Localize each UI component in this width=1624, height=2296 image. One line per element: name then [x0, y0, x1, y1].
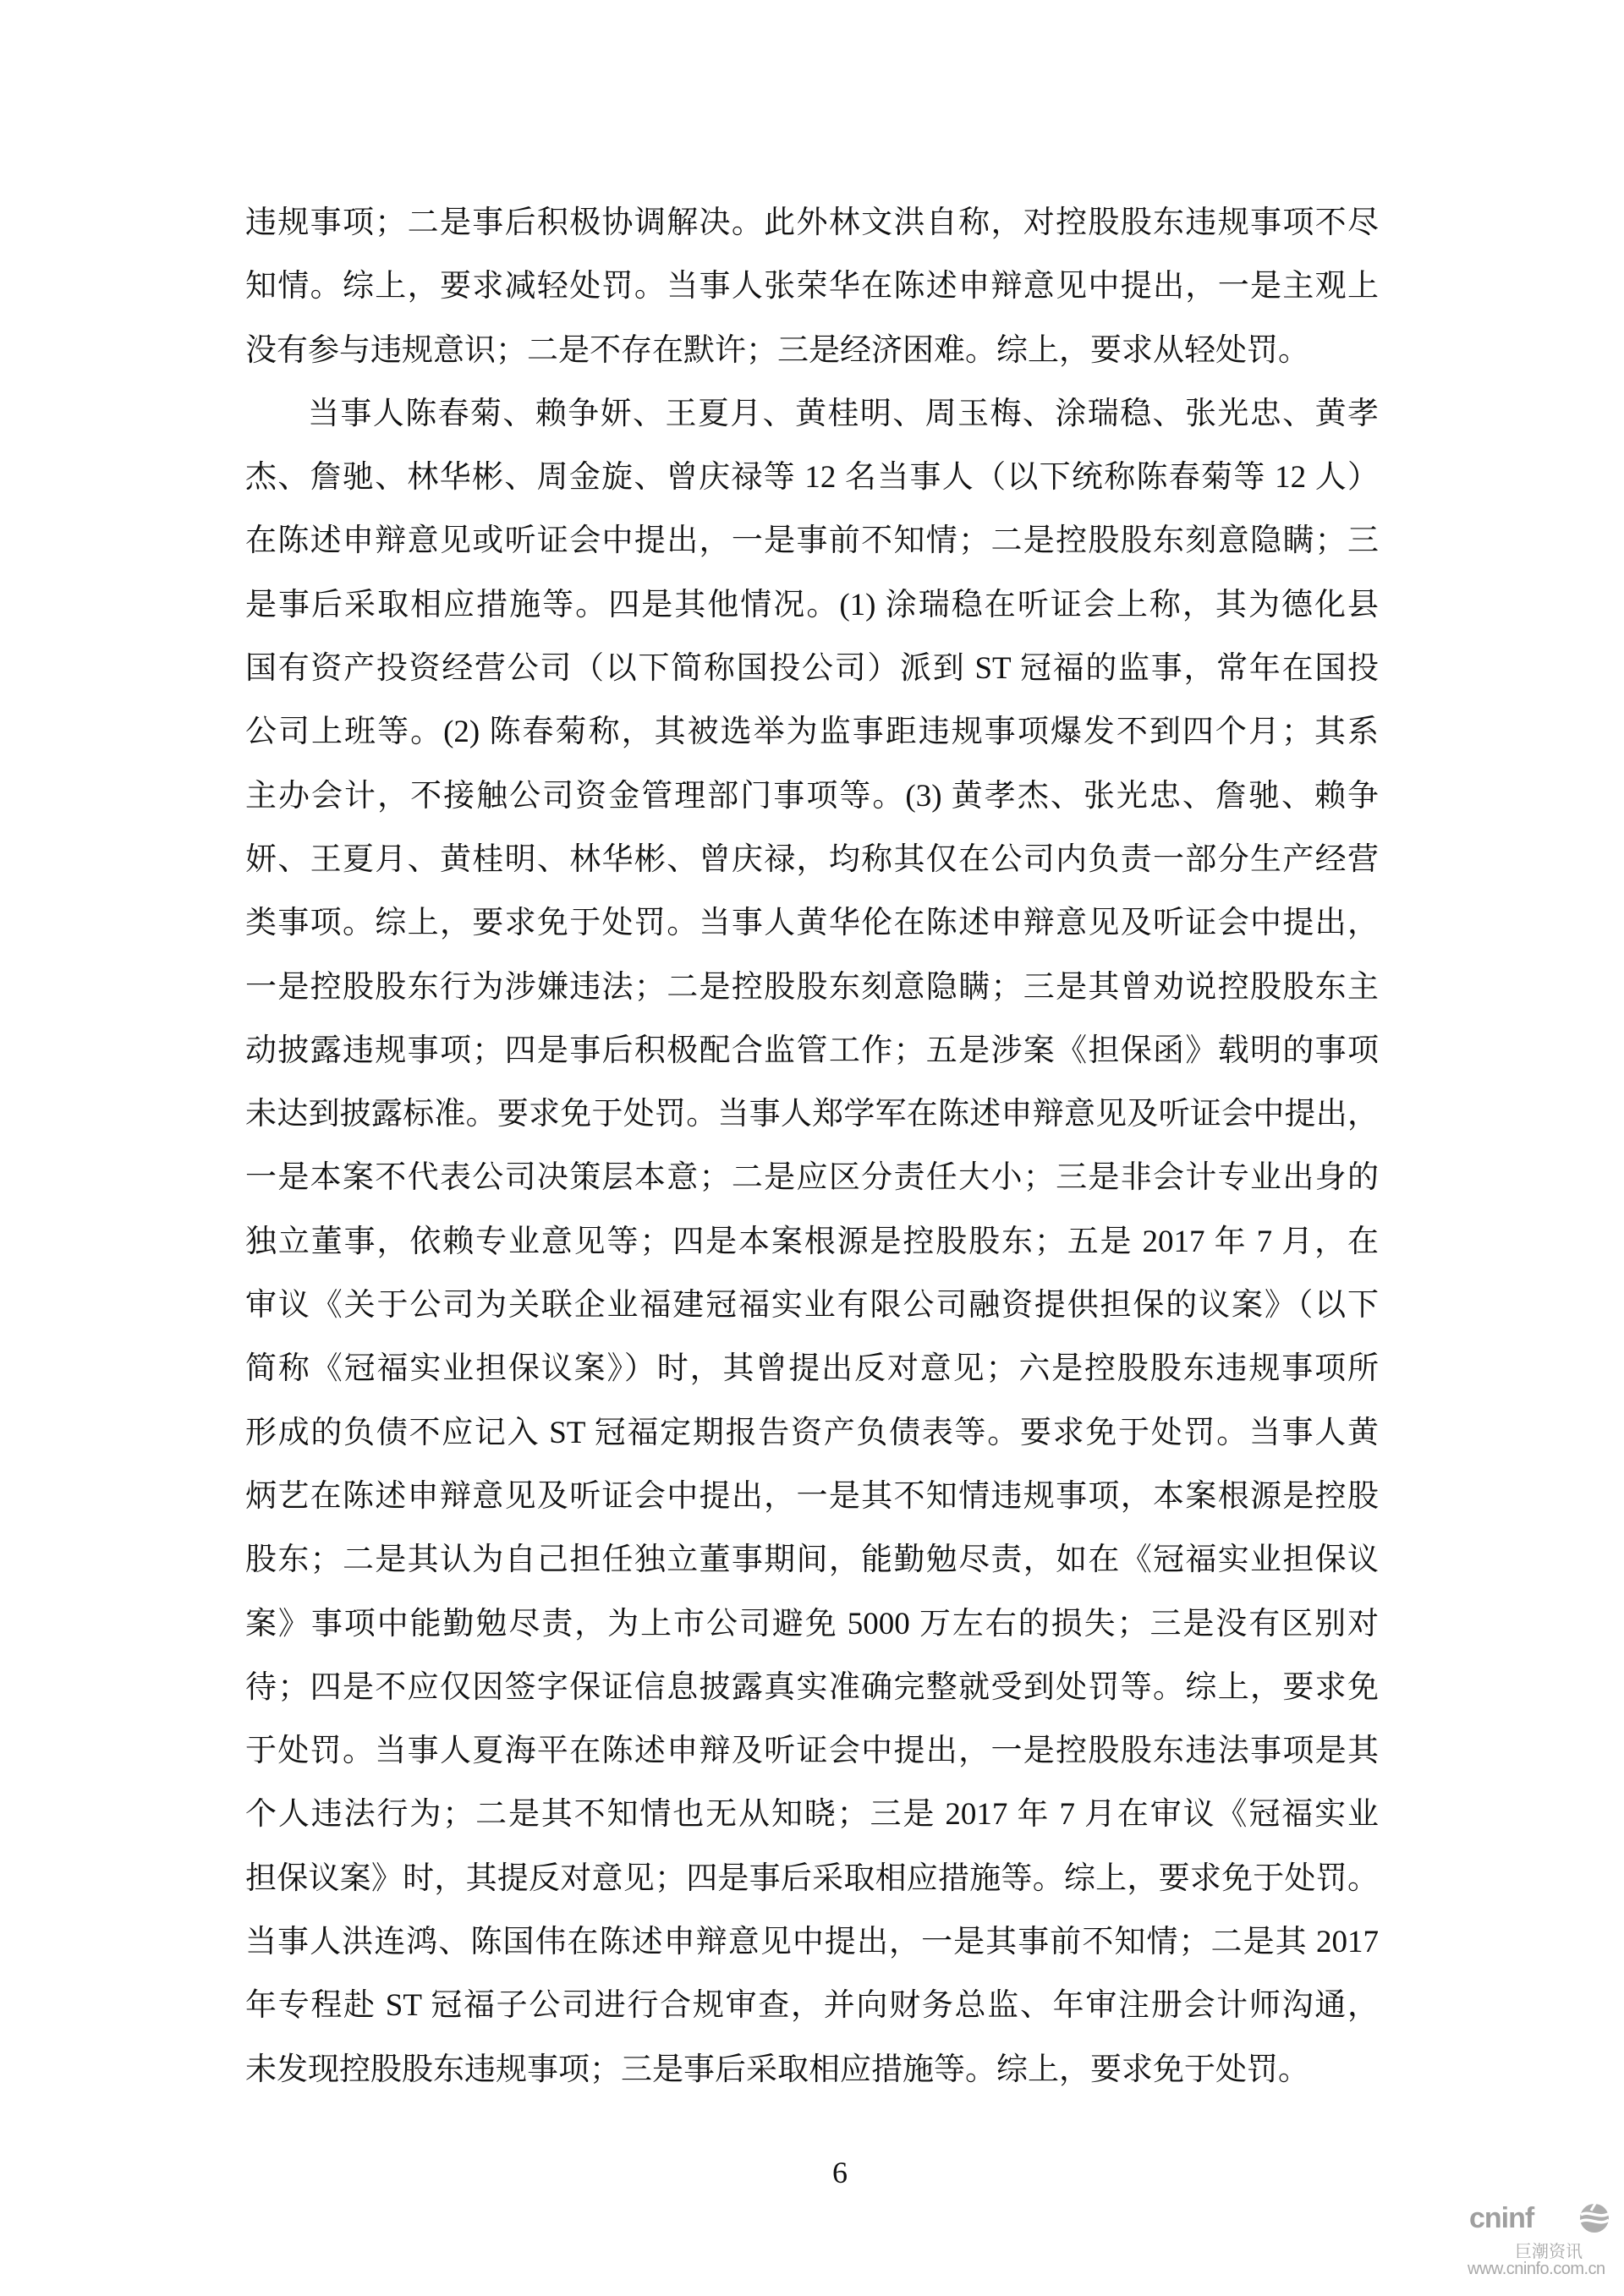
text-line: 未发现控股股东违规事项；三是事后采取相应措施等。综上，要求免于处罚。 — [245, 2052, 1309, 2087]
text-line: 动披露违规事项；四是事后积极配合监管工作；五是涉案《担保函》载明的事项 — [245, 1033, 1379, 1068]
text-line: 没有参与违规意识；二是不存在默许；三是经济困难。综上，要求从轻处罚。 — [245, 332, 1309, 368]
text-line: 审议《关于公司为关联企业福建冠福实业有限公司融资提供担保的议案》（以下 — [245, 1288, 1379, 1323]
text-line: 个人违法行为；二是其不知情也无从知晓；三是 2017 年 7 月在审议《冠福实业 — [245, 1797, 1379, 1833]
text-line: 违规事项；二是事后积极协调解决。此外林文洪自称，对控股股东违规事项不尽 — [245, 205, 1379, 240]
watermark-brand-cn: 巨潮资讯 — [1515, 2243, 1583, 2261]
text-line: 案》事项中能勤勉尽责，为上市公司避免 5000 万左右的损失；三是没有区别对 — [245, 1606, 1379, 1641]
text-line: 在陈述申辩意见或听证会中提出，一是事前不知情；二是控股股东刻意隐瞒；三 — [245, 523, 1379, 559]
text-line: 主办会计，不接触公司资金管理部门事项等。(3) 黄孝杰、张光忠、詹驰、赖争 — [245, 778, 1379, 814]
cninfo-logo-icon — [1576, 2200, 1613, 2236]
page-number: 6 — [832, 2156, 848, 2189]
text-line: 炳艺在陈述申辩意见及听证会中提出，一是其不知情违规事项，本案根源是控股 — [245, 1478, 1379, 1514]
watermark-brand: cninf — [1469, 2202, 1534, 2234]
text-line: 待；四是不应仅因签字保证信息披露真实准确完整就受到处罚等。综上，要求免 — [245, 1669, 1379, 1705]
text-line: 一是控股股东行为涉嫌违法；二是控股股东刻意隐瞒；三是其曾劝说控股股东主 — [245, 969, 1379, 1005]
text-line: 股东；二是其认为自己担任独立董事期间，能勤勉尽责，如在《冠福实业担保议 — [245, 1543, 1379, 1578]
text-line: 是事后采取相应措施等。四是其他情况。(1) 涂瑞稳在听证会上称，其为德化县 — [245, 587, 1379, 622]
text-line: 担保议案》时，其提反对意见；四是事后采取相应措施等。综上，要求免于处罚。 — [245, 1860, 1379, 1896]
text-line: 年专程赴 ST 冠福子公司进行合规审查，并向财务总监、年审注册会计师沟通， — [245, 1988, 1379, 2024]
text-line: 于处罚。当事人夏海平在陈述申辩及听证会中提出，一是控股股东违法事项是其 — [245, 1734, 1379, 1769]
body-text — [245, 191, 1379, 2101]
text-line: 独立董事，依赖专业意见等；四是本案根源是控股股东；五是 2017 年 7 月，在 — [245, 1224, 1379, 1259]
text-line: 杰、詹驰、林华彬、周金旋、曾庆禄等 12 名当事人（以下统称陈春菊等 12 人） — [245, 460, 1379, 496]
text-line: 国有资产投资经营公司（以下简称国投公司）派到 ST 冠福的监事，常年在国投 — [245, 651, 1379, 687]
text-line: 公司上班等。(2) 陈春菊称，其被选举为监事距违规事项爆发不到四个月；其系 — [245, 715, 1379, 750]
cninfo-watermark — [1468, 2200, 1624, 2285]
text-line: 知情。综上，要求减轻处罚。当事人张荣华在陈述申辩意见中提出，一是主观上 — [245, 269, 1379, 304]
text-line: 形成的负债不应记入 ST 冠福定期报告资产负债表等。要求免于处罚。当事人黄 — [245, 1415, 1379, 1450]
text-line: 一是本案不代表公司决策层本意；二是应区分责任大小；三是非会计专业出身的 — [245, 1160, 1379, 1196]
text-line: 当事人洪连鸿、陈国伟在陈述申辩意见中提出，一是其事前不知情；二是其 2017 — [245, 1925, 1379, 1960]
text-line: 妍、王夏月、黄桂明、林华彬、曾庆禄，均称其仅在公司内负责一部分生产经营 — [245, 841, 1379, 877]
watermark-url: www.cninfo.com.cn — [1468, 2260, 1605, 2278]
paragraph-start-line: 当事人陈春菊、赖争妍、王夏月、黄桂明、周玉梅、涂瑞稳、张光忠、黄孝 — [308, 396, 1379, 431]
text-line: 简称《冠福实业担保议案》）时，其曾提出反对意见；六是控股股东违规事项所 — [245, 1351, 1379, 1387]
text-line: 类事项。综上，要求免于处罚。当事人黄华伦在陈述申辩意见及听证会中提出， — [245, 906, 1379, 941]
text-line: 未达到披露标准。要求免于处罚。当事人郑学军在陈述申辩意见及听证会中提出， — [245, 1097, 1379, 1132]
